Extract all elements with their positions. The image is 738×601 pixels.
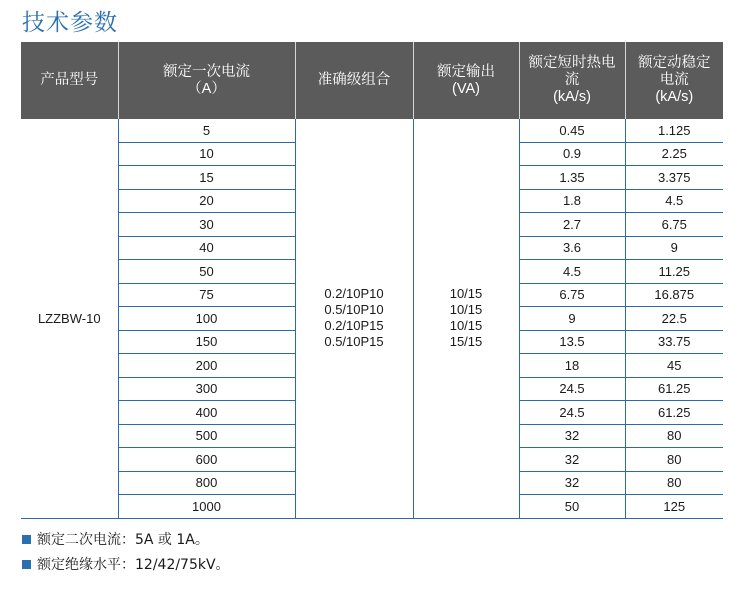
cell-dynamic-current: 61.25	[625, 377, 723, 401]
cell-dynamic-current: 33.75	[625, 330, 723, 354]
cell-dynamic-current: 6.75	[625, 213, 723, 237]
cell-thermal-current: 18	[519, 354, 625, 378]
note-secondary-current: 额定二次电流：5A 或 1A。	[22, 528, 230, 553]
cell-thermal-current: 0.45	[519, 119, 625, 142]
cell-dynamic-current: 4.5	[625, 189, 723, 213]
header-thermal-line-1: 额定短时热电	[528, 55, 616, 71]
cell-thermal-current: 0.9	[519, 142, 625, 166]
cell-thermal-current: 6.75	[519, 283, 625, 307]
cell-thermal-current: 32	[519, 471, 625, 495]
header-dynamic-line-2: 电流	[659, 72, 689, 88]
cell-rated-current: 500	[118, 424, 295, 448]
cell-thermal-current: 24.5	[519, 377, 625, 401]
cell-thermal-current: 13.5	[519, 330, 625, 354]
table-header-row	[21, 42, 723, 119]
cell-rated-current: 50	[118, 260, 295, 284]
notes-list	[22, 528, 230, 578]
cell-rated-current: 15	[118, 166, 295, 190]
cell-thermal-current: 2.7	[519, 213, 625, 237]
cell-thermal-current: 3.6	[519, 236, 625, 260]
cell-dynamic-current: 2.25	[625, 142, 723, 166]
accuracy-line: 0.5/10P10	[324, 302, 384, 318]
cell-dynamic-current: 16.875	[625, 283, 723, 307]
table-row	[21, 119, 723, 142]
header-accuracy-class: 准确级组合	[295, 42, 413, 119]
cell-accuracy-class	[295, 119, 413, 518]
cell-dynamic-current: 22.5	[625, 307, 723, 331]
header-rated-primary-current	[118, 42, 295, 119]
cell-dynamic-current: 3.375	[625, 166, 723, 190]
header-thermal-line-3: (kA/s)	[553, 89, 591, 105]
accuracy-line: 0.2/10P15	[324, 318, 384, 334]
output-line: 10/15	[449, 286, 483, 302]
cell-thermal-current: 50	[519, 495, 625, 519]
header-output-line-1: 额定输出	[437, 63, 495, 80]
header-thermal-line-2: 流	[564, 72, 580, 88]
cell-dynamic-current: 80	[625, 471, 723, 495]
header-current-line-2: （A）	[187, 80, 226, 97]
cell-thermal-current: 1.8	[519, 189, 625, 213]
cell-rated-current: 150	[118, 330, 295, 354]
header-output-line-2: (VA)	[452, 80, 480, 97]
cell-thermal-current: 1.35	[519, 166, 625, 190]
header-model: 产品型号	[21, 42, 118, 119]
cell-thermal-current: 4.5	[519, 260, 625, 284]
cell-rated-current: 5	[118, 119, 295, 142]
cell-rated-current: 300	[118, 377, 295, 401]
accuracy-line: 0.5/10P15	[324, 334, 384, 350]
output-line: 10/15	[449, 302, 483, 318]
cell-rated-current: 1000	[118, 495, 295, 519]
cell-thermal-current: 9	[519, 307, 625, 331]
cell-dynamic-current: 9	[625, 236, 723, 260]
cell-thermal-current: 32	[519, 424, 625, 448]
section-title: 技术参数	[22, 10, 118, 36]
cell-rated-current: 200	[118, 354, 295, 378]
cell-model: LZZBW-10	[21, 119, 118, 518]
cell-rated-current: 30	[118, 213, 295, 237]
cell-dynamic-current: 1.125	[625, 119, 723, 142]
cell-rated-current: 10	[118, 142, 295, 166]
header-short-time-thermal-current	[519, 42, 625, 119]
cell-dynamic-current: 125	[625, 495, 723, 519]
cell-thermal-current: 24.5	[519, 401, 625, 425]
output-line: 15/15	[449, 334, 483, 350]
cell-dynamic-current: 11.25	[625, 260, 723, 284]
header-dynamic-line-3: (kA/s)	[655, 89, 694, 105]
accuracy-line: 0.2/10P10	[324, 286, 384, 302]
square-bullet-icon	[22, 560, 31, 569]
cell-rated-current: 75	[118, 283, 295, 307]
cell-rated-current: 800	[118, 471, 295, 495]
cell-rated-current: 20	[118, 189, 295, 213]
header-dynamic-line-1: 额定动稳定	[638, 55, 711, 71]
square-bullet-icon	[22, 535, 31, 544]
cell-rated-output	[413, 119, 519, 518]
header-current-line-1: 额定一次电流	[163, 63, 250, 80]
table-body	[21, 119, 723, 518]
cell-thermal-current: 32	[519, 448, 625, 472]
spec-table	[21, 42, 723, 519]
note-insulation-level: 额定绝缘水平：12/42/75kV。	[22, 553, 230, 578]
cell-rated-current: 600	[118, 448, 295, 472]
cell-rated-current: 40	[118, 236, 295, 260]
cell-dynamic-current: 45	[625, 354, 723, 378]
cell-dynamic-current: 61.25	[625, 401, 723, 425]
cell-rated-current: 400	[118, 401, 295, 425]
cell-rated-current: 100	[118, 307, 295, 331]
header-rated-output	[413, 42, 519, 119]
cell-dynamic-current: 80	[625, 424, 723, 448]
output-line: 10/15	[449, 318, 483, 334]
cell-dynamic-current: 80	[625, 448, 723, 472]
header-dynamic-stable-current	[625, 42, 723, 119]
